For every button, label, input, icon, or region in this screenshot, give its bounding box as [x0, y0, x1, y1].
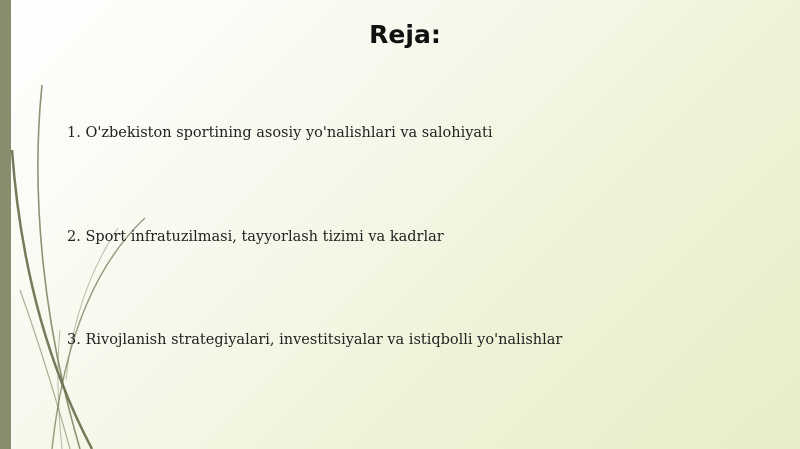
list-item: 3. Rivojlanish strategiyalari, investitsiyalar va istiqbolli yo'nalishlar	[67, 332, 563, 348]
slide-title: Reja:	[369, 20, 441, 49]
list-item: 1. O'zbekiston sportining asosiy yo'nalishlari va salohiyati	[67, 125, 493, 141]
list-item: 2. Sport infratuzilmasi, tayyorlash tizimi va kadrlar	[67, 229, 444, 245]
left-accent-bar	[0, 0, 11, 449]
